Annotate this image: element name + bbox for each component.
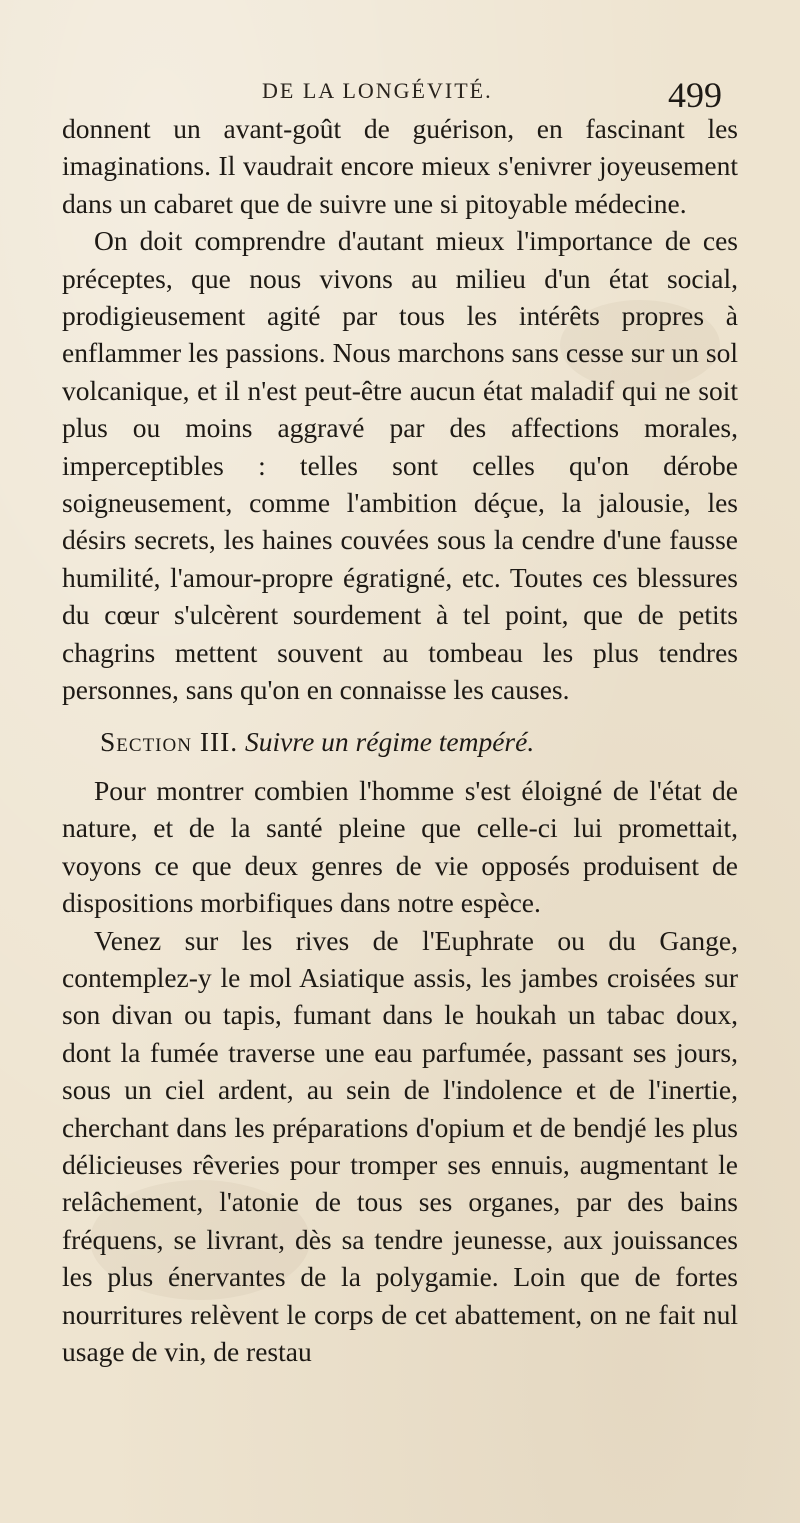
section-label: Section III. bbox=[100, 725, 239, 757]
body-text bbox=[62, 110, 738, 1370]
paragraph-3: Pour montrer combien l'homme s'est éloigné de l'état de nature, et de la santé pleine que celle-ci lui promettait, voyons ce que deux genres de vie opposés produisent de dispositions morbifiques dans notre espèce. bbox=[62, 774, 738, 919]
paragraph-1: donnent un avant-goût de guérison, en fascinant les imaginations. Il vaudrait encore mieux s'enivrer joyeusement dans un cabaret que de suivre une si pitoyable médecine. bbox=[62, 113, 738, 219]
page-number: 499 bbox=[668, 75, 722, 115]
section-title: Suivre un régime tempéré. bbox=[245, 725, 535, 757]
section-heading bbox=[62, 723, 738, 760]
paragraph-2: On doit comprendre d'autant mieux l'importance de ces préceptes, que nous vivons au milieu d'un état social, prodigieusement agité par tous les intérêts propres à enflammer les passions. Nous marchons sans cesse sur un sol volcanique, et il n'est peut-être aucun état maladif qui ne soit plus ou moins aggravé par des affections morales, imperceptibles : telles sont celles qu'on dérobe soigneusement, comme l'ambition déçue, la jalousie, les désirs secrets, les haines couvées sous la cendre d'une fausse humilité, l'amour-propre égratigné, etc. Toutes ces blessures du cœur s'ulcèrent sourdement à tel point, que de petits chagrins mettent souvent au tombeau les plus tendres personnes, sans qu'on en connaisse les causes. bbox=[62, 225, 738, 706]
running-title: DE LA LONGÉVITÉ. bbox=[262, 78, 493, 103]
paragraph-4: Venez sur les rives de l'Euphrate ou du Gange, contemplez-y le mol Asiatique assis, les jambes croisées sur son divan ou tapis, fumant dans le houkah un tabac doux, dont la fumée traverse une eau parfumée, passant ses jours, sous un ciel ardent, au sein de l'indolence et de l'inertie, cherchant dans les préparations d'opium et de bendjé les plus délicieuses rêveries pour tromper ses ennuis, augmentant le relâchement, l'atonie de tous ses organes, par des bains fréquens, se livrant, dès sa tendre jeunesse, aux jouissances les plus énervantes de la polygamie. Loin que de fortes nourritures relèvent le corps de cet abattement, on ne fait nul usage de vin, de restau bbox=[62, 924, 738, 1367]
